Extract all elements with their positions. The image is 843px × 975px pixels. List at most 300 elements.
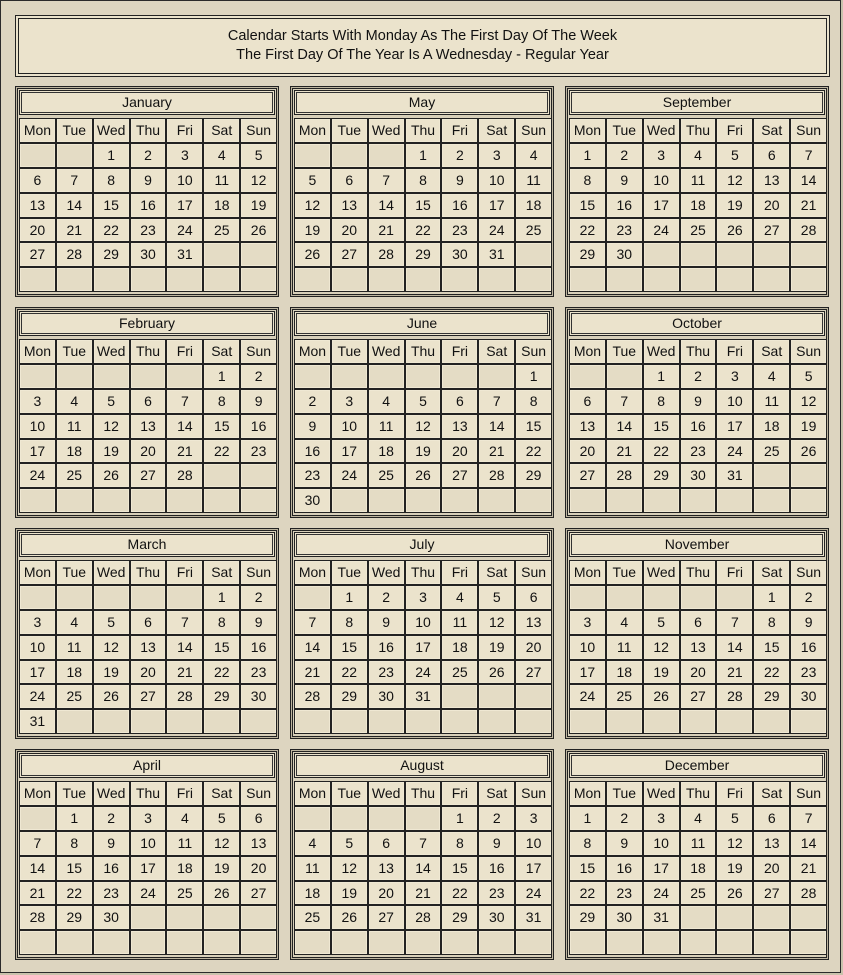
day-cell: 11 [680, 831, 717, 856]
empty-cell [93, 488, 130, 513]
day-cell: 8 [753, 610, 790, 635]
day-cell: 27 [368, 905, 405, 930]
month-title: May [294, 90, 550, 115]
weekday-header: Wed [368, 560, 405, 585]
day-cell: 10 [716, 389, 753, 414]
header-line-2: The First Day Of The Year Is A Wednesday - Regular Year [236, 47, 609, 63]
weekday-header: Wed [643, 560, 680, 585]
empty-cell [680, 267, 717, 292]
day-cell: 25 [203, 218, 240, 243]
day-cell: 8 [203, 389, 240, 414]
day-cell: 25 [606, 684, 643, 709]
day-cell: 28 [478, 463, 515, 488]
empty-cell [294, 709, 331, 734]
weekday-header: Sat [753, 339, 790, 364]
day-cell: 25 [166, 881, 203, 906]
day-cell: 24 [130, 881, 167, 906]
day-cell: 3 [130, 806, 167, 831]
day-cell: 28 [716, 684, 753, 709]
day-cell: 23 [606, 881, 643, 906]
empty-cell [56, 585, 93, 610]
empty-cell [753, 463, 790, 488]
empty-cell [166, 930, 203, 955]
empty-cell [331, 930, 368, 955]
day-cell: 21 [19, 881, 56, 906]
day-cell: 20 [515, 635, 552, 660]
weekday-header: Sat [478, 560, 515, 585]
day-cell: 17 [331, 439, 368, 464]
day-cell: 8 [203, 610, 240, 635]
day-cell: 31 [643, 905, 680, 930]
day-cell: 1 [569, 143, 606, 168]
day-cell: 9 [478, 831, 515, 856]
empty-cell [130, 488, 167, 513]
empty-cell [19, 806, 56, 831]
weekday-header: Tue [606, 118, 643, 143]
day-cell: 2 [790, 585, 827, 610]
day-cell: 12 [716, 831, 753, 856]
day-cell: 5 [643, 610, 680, 635]
day-cell: 28 [294, 684, 331, 709]
day-cell: 9 [240, 610, 277, 635]
day-cell: 5 [716, 143, 753, 168]
weekday-header: Wed [643, 118, 680, 143]
month-title: February [19, 311, 275, 336]
weekday-header: Wed [368, 118, 405, 143]
empty-cell [606, 488, 643, 513]
month-october [565, 307, 829, 518]
empty-cell [166, 364, 203, 389]
day-cell: 18 [203, 193, 240, 218]
day-cell: 5 [294, 168, 331, 193]
weekday-header: Sat [203, 339, 240, 364]
day-cell: 9 [368, 610, 405, 635]
day-cell: 28 [790, 881, 827, 906]
day-cell: 27 [680, 684, 717, 709]
weekday-header: Mon [294, 118, 331, 143]
day-cell: 18 [680, 856, 717, 881]
empty-cell [515, 684, 552, 709]
day-cell: 2 [368, 585, 405, 610]
day-cell: 16 [790, 635, 827, 660]
empty-cell [716, 242, 753, 267]
empty-cell [569, 930, 606, 955]
day-cell: 24 [331, 463, 368, 488]
empty-cell [130, 905, 167, 930]
empty-cell [130, 267, 167, 292]
day-cell: 12 [790, 389, 827, 414]
day-cell: 6 [130, 610, 167, 635]
day-cell: 14 [166, 414, 203, 439]
weekday-header: Sun [240, 560, 277, 585]
day-cell: 30 [240, 684, 277, 709]
day-cell: 17 [716, 414, 753, 439]
day-cell: 12 [240, 168, 277, 193]
day-cell: 18 [680, 193, 717, 218]
empty-cell [166, 905, 203, 930]
month-grid [19, 560, 277, 734]
empty-cell [368, 709, 405, 734]
day-cell: 1 [753, 585, 790, 610]
empty-cell [441, 930, 478, 955]
day-cell: 26 [93, 684, 130, 709]
empty-cell [515, 267, 552, 292]
weekday-header: Thu [130, 560, 167, 585]
day-cell: 6 [240, 806, 277, 831]
day-cell: 11 [56, 414, 93, 439]
day-cell: 23 [240, 439, 277, 464]
day-cell: 20 [753, 856, 790, 881]
empty-cell [680, 585, 717, 610]
empty-cell [441, 267, 478, 292]
day-cell: 15 [753, 635, 790, 660]
day-cell: 7 [405, 831, 442, 856]
empty-cell [203, 267, 240, 292]
day-cell: 18 [753, 414, 790, 439]
day-cell: 2 [93, 806, 130, 831]
day-cell: 25 [56, 463, 93, 488]
day-cell: 8 [441, 831, 478, 856]
month-june [290, 307, 554, 518]
empty-cell [680, 488, 717, 513]
day-cell: 15 [203, 635, 240, 660]
empty-cell [294, 806, 331, 831]
day-cell: 14 [716, 635, 753, 660]
empty-cell [716, 709, 753, 734]
empty-cell [753, 488, 790, 513]
weekday-header: Thu [680, 339, 717, 364]
empty-cell [569, 267, 606, 292]
day-cell: 16 [93, 856, 130, 881]
empty-cell [56, 488, 93, 513]
day-cell: 14 [606, 414, 643, 439]
weekday-header: Wed [368, 339, 405, 364]
day-cell: 27 [753, 218, 790, 243]
weekday-header: Tue [56, 781, 93, 806]
day-cell: 28 [166, 684, 203, 709]
day-cell: 22 [441, 881, 478, 906]
day-cell: 12 [716, 168, 753, 193]
empty-cell [294, 364, 331, 389]
day-cell: 4 [368, 389, 405, 414]
empty-cell [203, 905, 240, 930]
day-cell: 29 [203, 684, 240, 709]
day-cell: 14 [294, 635, 331, 660]
day-cell: 16 [130, 193, 167, 218]
day-cell: 5 [405, 389, 442, 414]
empty-cell [790, 463, 827, 488]
month-title: March [19, 532, 275, 557]
day-cell: 29 [515, 463, 552, 488]
weekday-header: Thu [680, 781, 717, 806]
day-cell: 23 [294, 463, 331, 488]
day-cell: 6 [130, 389, 167, 414]
weekday-header: Tue [331, 339, 368, 364]
day-cell: 16 [294, 439, 331, 464]
day-cell: 19 [93, 660, 130, 685]
day-cell: 23 [93, 881, 130, 906]
day-cell: 15 [515, 414, 552, 439]
day-cell: 3 [19, 389, 56, 414]
empty-cell [203, 930, 240, 955]
month-november [565, 528, 829, 739]
day-cell: 1 [203, 364, 240, 389]
day-cell: 12 [294, 193, 331, 218]
empty-cell [166, 709, 203, 734]
empty-cell [19, 930, 56, 955]
day-cell: 9 [240, 389, 277, 414]
day-cell: 25 [368, 463, 405, 488]
day-cell: 17 [19, 660, 56, 685]
weekday-header: Sun [240, 339, 277, 364]
weekday-header: Mon [569, 560, 606, 585]
day-cell: 10 [130, 831, 167, 856]
empty-cell [294, 267, 331, 292]
day-cell: 11 [753, 389, 790, 414]
day-cell: 7 [478, 389, 515, 414]
day-cell: 3 [716, 364, 753, 389]
weekday-header: Mon [294, 339, 331, 364]
day-cell: 10 [19, 635, 56, 660]
day-cell: 20 [441, 439, 478, 464]
weekday-header: Sun [790, 560, 827, 585]
day-cell: 24 [19, 684, 56, 709]
day-cell: 4 [56, 610, 93, 635]
day-cell: 25 [753, 439, 790, 464]
day-cell: 21 [716, 660, 753, 685]
day-cell: 15 [331, 635, 368, 660]
day-cell: 8 [93, 168, 130, 193]
empty-cell [405, 930, 442, 955]
weekday-header: Tue [331, 781, 368, 806]
empty-cell [240, 709, 277, 734]
day-cell: 6 [515, 585, 552, 610]
day-cell: 2 [441, 143, 478, 168]
day-cell: 19 [716, 856, 753, 881]
weekday-header: Fri [166, 781, 203, 806]
empty-cell [478, 267, 515, 292]
empty-cell [716, 267, 753, 292]
month-grid [569, 118, 827, 292]
empty-cell [680, 930, 717, 955]
day-cell: 14 [478, 414, 515, 439]
day-cell: 9 [294, 414, 331, 439]
day-cell: 20 [19, 218, 56, 243]
empty-cell [716, 585, 753, 610]
day-cell: 7 [790, 806, 827, 831]
day-cell: 15 [643, 414, 680, 439]
day-cell: 18 [606, 660, 643, 685]
day-cell: 26 [478, 660, 515, 685]
day-cell: 29 [753, 684, 790, 709]
empty-cell [569, 488, 606, 513]
month-grid [294, 339, 552, 513]
day-cell: 13 [19, 193, 56, 218]
empty-cell [331, 488, 368, 513]
day-cell: 3 [478, 143, 515, 168]
weekday-header: Wed [643, 781, 680, 806]
day-cell: 12 [478, 610, 515, 635]
day-cell: 1 [93, 143, 130, 168]
empty-cell [240, 930, 277, 955]
empty-cell [166, 488, 203, 513]
day-cell: 15 [203, 414, 240, 439]
empty-cell [515, 709, 552, 734]
day-cell: 4 [203, 143, 240, 168]
day-cell: 17 [569, 660, 606, 685]
day-cell: 7 [294, 610, 331, 635]
month-august [290, 749, 554, 960]
day-cell: 8 [515, 389, 552, 414]
month-december [565, 749, 829, 960]
empty-cell [441, 364, 478, 389]
empty-cell [643, 709, 680, 734]
day-cell: 6 [569, 389, 606, 414]
day-cell: 29 [93, 242, 130, 267]
day-cell: 31 [515, 905, 552, 930]
day-cell: 7 [790, 143, 827, 168]
empty-cell [294, 585, 331, 610]
empty-cell [203, 463, 240, 488]
empty-cell [680, 905, 717, 930]
empty-cell [753, 242, 790, 267]
weekday-header: Mon [19, 781, 56, 806]
day-cell: 30 [93, 905, 130, 930]
day-cell: 28 [790, 218, 827, 243]
weekday-header: Thu [405, 118, 442, 143]
weekday-header: Thu [130, 339, 167, 364]
weekday-header: Sun [515, 781, 552, 806]
weekday-header: Sun [515, 339, 552, 364]
day-cell: 14 [405, 856, 442, 881]
day-cell: 7 [19, 831, 56, 856]
day-cell: 6 [331, 168, 368, 193]
weekday-header: Sat [203, 118, 240, 143]
day-cell: 26 [405, 463, 442, 488]
month-grid [569, 781, 827, 955]
day-cell: 14 [166, 635, 203, 660]
month-title: April [19, 753, 275, 778]
day-cell: 8 [405, 168, 442, 193]
day-cell: 13 [130, 635, 167, 660]
empty-cell [753, 267, 790, 292]
month-title: December [569, 753, 825, 778]
empty-cell [93, 364, 130, 389]
day-cell: 28 [606, 463, 643, 488]
day-cell: 28 [368, 242, 405, 267]
empty-cell [478, 930, 515, 955]
day-cell: 20 [130, 439, 167, 464]
day-cell: 28 [166, 463, 203, 488]
weekday-header: Sat [203, 781, 240, 806]
day-cell: 26 [790, 439, 827, 464]
day-cell: 17 [19, 439, 56, 464]
weekday-header: Wed [93, 560, 130, 585]
day-cell: 19 [331, 881, 368, 906]
day-cell: 4 [294, 831, 331, 856]
day-cell: 9 [790, 610, 827, 635]
day-cell: 19 [240, 193, 277, 218]
day-cell: 26 [331, 905, 368, 930]
day-cell: 3 [643, 143, 680, 168]
empty-cell [56, 143, 93, 168]
day-cell: 22 [643, 439, 680, 464]
weekday-header: Tue [606, 339, 643, 364]
empty-cell [240, 463, 277, 488]
empty-cell [203, 242, 240, 267]
month-may [290, 86, 554, 297]
day-cell: 10 [643, 168, 680, 193]
empty-cell [93, 930, 130, 955]
weekday-header: Sun [240, 781, 277, 806]
empty-cell [93, 267, 130, 292]
weekday-header: Sun [790, 781, 827, 806]
day-cell: 15 [405, 193, 442, 218]
day-cell: 8 [569, 168, 606, 193]
empty-cell [606, 709, 643, 734]
empty-cell [643, 488, 680, 513]
empty-cell [405, 806, 442, 831]
weekday-header: Sat [478, 118, 515, 143]
day-cell: 29 [569, 905, 606, 930]
month-title: June [294, 311, 550, 336]
day-cell: 20 [368, 881, 405, 906]
empty-cell [478, 488, 515, 513]
day-cell: 24 [716, 439, 753, 464]
day-cell: 6 [680, 610, 717, 635]
day-cell: 3 [405, 585, 442, 610]
empty-cell [643, 585, 680, 610]
day-cell: 1 [643, 364, 680, 389]
month-september [565, 86, 829, 297]
day-cell: 9 [93, 831, 130, 856]
empty-cell [606, 930, 643, 955]
day-cell: 8 [643, 389, 680, 414]
day-cell: 12 [405, 414, 442, 439]
day-cell: 2 [240, 364, 277, 389]
empty-cell [606, 364, 643, 389]
empty-cell [790, 930, 827, 955]
day-cell: 5 [716, 806, 753, 831]
empty-cell [19, 267, 56, 292]
day-cell: 5 [93, 389, 130, 414]
day-cell: 1 [441, 806, 478, 831]
empty-cell [405, 709, 442, 734]
weekday-header: Sat [753, 560, 790, 585]
day-cell: 23 [441, 218, 478, 243]
empty-cell [19, 364, 56, 389]
day-cell: 6 [441, 389, 478, 414]
weekday-header: Fri [716, 339, 753, 364]
day-cell: 19 [643, 660, 680, 685]
month-grid [294, 781, 552, 955]
day-cell: 10 [515, 831, 552, 856]
weekday-header: Sat [478, 781, 515, 806]
day-cell: 4 [680, 806, 717, 831]
day-cell: 20 [240, 856, 277, 881]
day-cell: 2 [240, 585, 277, 610]
day-cell: 2 [680, 364, 717, 389]
empty-cell [294, 930, 331, 955]
day-cell: 29 [441, 905, 478, 930]
empty-cell [130, 709, 167, 734]
day-cell: 9 [441, 168, 478, 193]
weekday-header: Sun [790, 118, 827, 143]
day-cell: 14 [790, 831, 827, 856]
day-cell: 6 [19, 168, 56, 193]
empty-cell [166, 267, 203, 292]
weekday-header: Mon [569, 339, 606, 364]
